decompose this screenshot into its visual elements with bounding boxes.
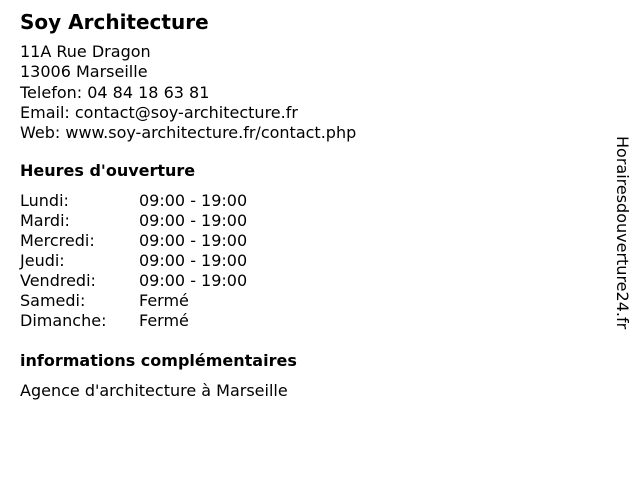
hours-row-saturday bbox=[20, 291, 580, 311]
hours-row-tuesday bbox=[20, 211, 580, 231]
hours-row-thursday bbox=[20, 251, 580, 271]
contact-details bbox=[20, 42, 580, 143]
business-card bbox=[20, 8, 580, 401]
hours-row-friday bbox=[20, 271, 580, 291]
phone-line: Telefon: 04 84 18 63 81 bbox=[20, 82, 210, 102]
business-name: Soy Architecture bbox=[20, 10, 209, 34]
additional-info-heading: informations complémentaires bbox=[20, 351, 297, 371]
site-watermark: Horairesdouverture24.fr bbox=[613, 136, 632, 330]
opening-hours-heading: Heures d'ouverture bbox=[20, 161, 196, 181]
hours-row-wednesday bbox=[20, 231, 580, 251]
street-address: 11A Rue Dragon bbox=[20, 42, 151, 61]
day-label: Mardi: bbox=[20, 211, 70, 231]
day-hours: 09:00 - 19:00 bbox=[139, 231, 248, 251]
day-label: Samedi: bbox=[20, 291, 86, 311]
email-line: Email: contact@soy-architecture.fr bbox=[20, 102, 298, 122]
day-hours: 09:00 - 19:00 bbox=[139, 251, 248, 271]
day-label: Dimanche: bbox=[20, 311, 107, 331]
website-line: Web: www.soy-architecture.fr/contact.php bbox=[20, 123, 357, 143]
opening-hours-table bbox=[20, 191, 580, 331]
day-label: Jeudi: bbox=[20, 251, 65, 271]
hours-row-sunday bbox=[20, 311, 580, 331]
day-hours: 09:00 - 19:00 bbox=[139, 211, 248, 231]
day-label: Lundi: bbox=[20, 191, 69, 211]
day-hours: 09:00 - 19:00 bbox=[139, 271, 248, 291]
additional-info-text: Agence d'architecture à Marseille bbox=[20, 381, 288, 401]
city-address: 13006 Marseille bbox=[20, 62, 148, 82]
day-hours: Fermé bbox=[139, 291, 189, 311]
hours-row-monday bbox=[20, 191, 580, 211]
day-hours: Fermé bbox=[139, 311, 189, 331]
day-hours: 09:00 - 19:00 bbox=[139, 191, 248, 211]
day-label: Mercredi: bbox=[20, 231, 95, 251]
day-label: Vendredi: bbox=[20, 271, 96, 291]
